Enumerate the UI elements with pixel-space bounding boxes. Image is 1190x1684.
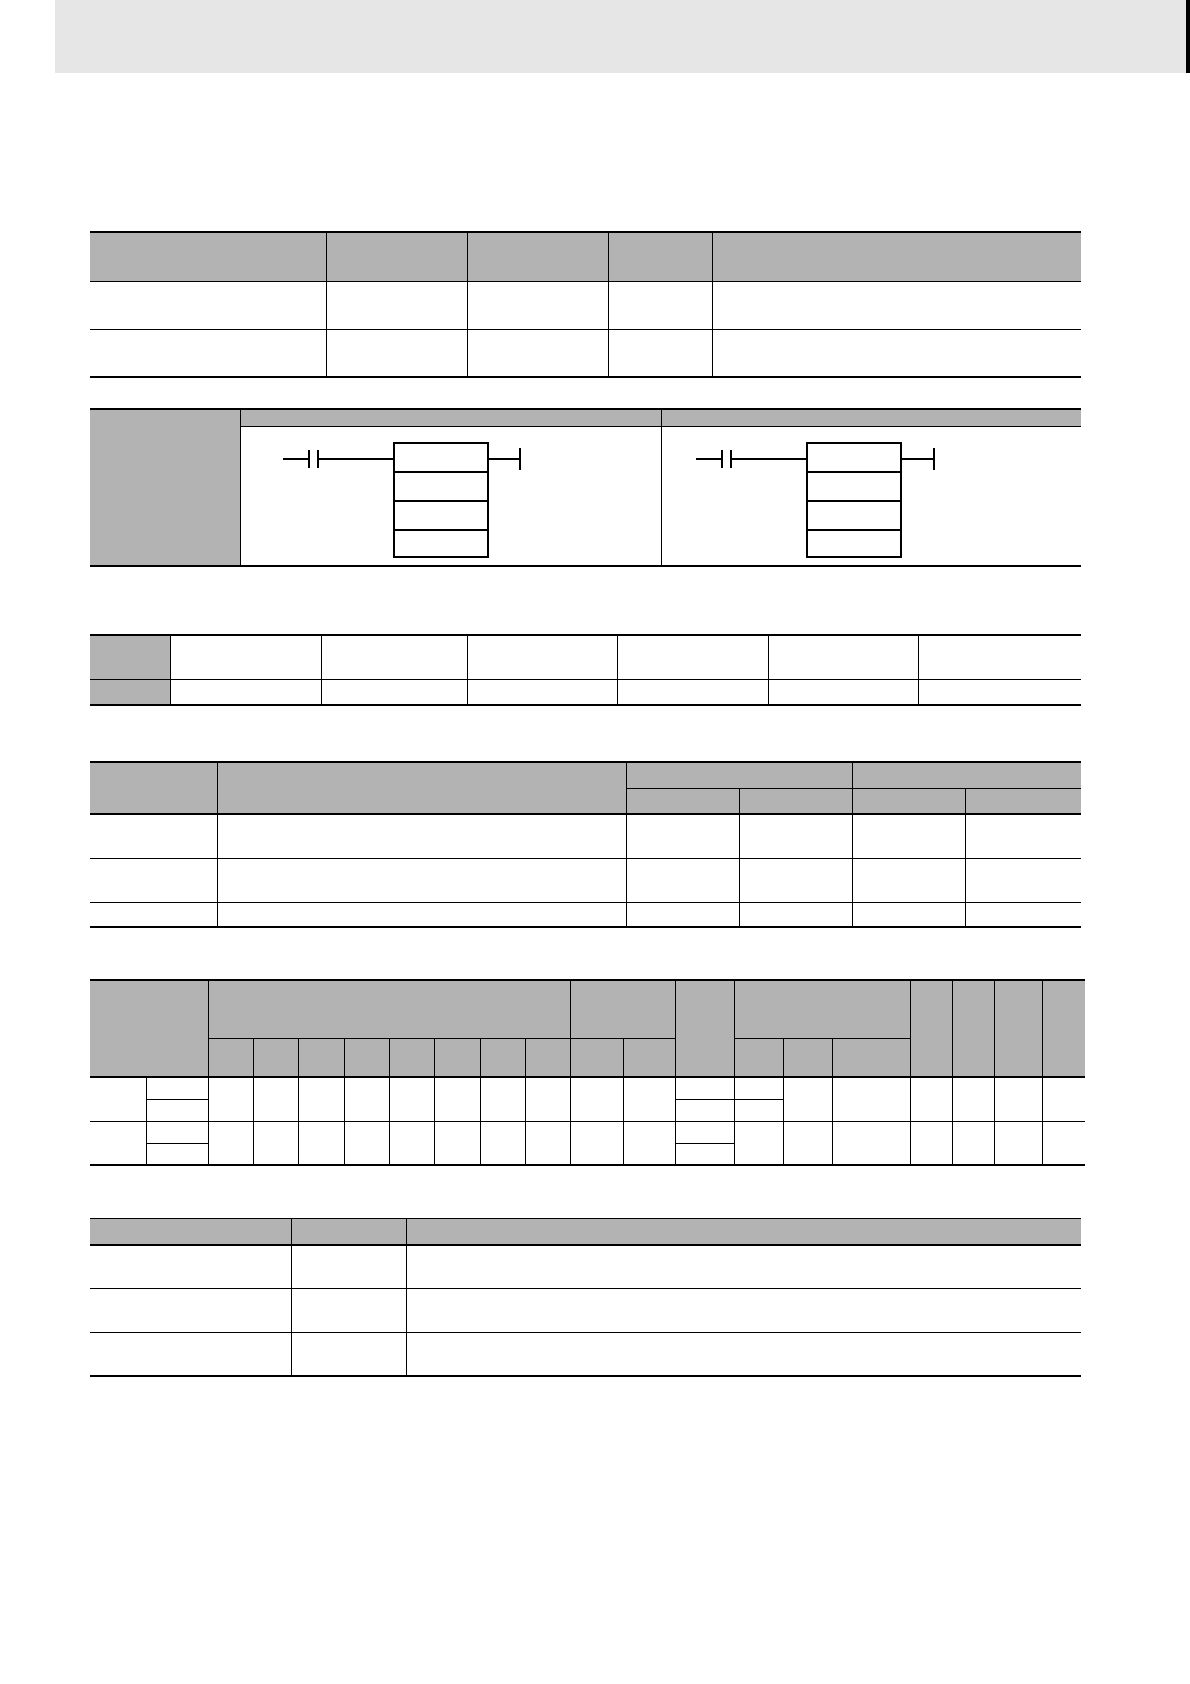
table-row [90,1077,1085,1099]
table-3-subcol [852,788,965,814]
table-row [90,679,1081,705]
table-row [90,814,1081,858]
table-4-subcol [344,1038,389,1077]
table-cell [146,1077,208,1099]
table-cell [626,858,739,902]
table-cell [712,281,1081,329]
table-cell [768,679,918,705]
table-cell [406,1333,1081,1376]
table-row [90,858,1081,902]
table-3-col [90,762,217,814]
table-row [90,1245,1081,1289]
table-row [90,281,1081,329]
table-5-col [291,1219,406,1245]
table-cell [291,1333,406,1376]
table-4-group [1042,980,1085,1077]
table-cell [90,329,326,377]
table-4-subcol [208,1038,253,1077]
table-3-col [217,762,626,814]
table-4 [90,979,1085,1166]
table-4-subcol [298,1038,344,1077]
table-cell [467,679,617,705]
table-row [90,1121,1085,1143]
table-cell [918,635,1081,679]
table-cell [739,902,852,927]
table-4-group [90,980,208,1077]
table-3-group [852,762,1081,788]
table-4-group [570,980,675,1038]
table-row [90,902,1081,927]
table-2-header [90,635,1081,679]
table-cell [712,329,1081,377]
page-edge-marker [1186,0,1190,73]
table-4-subcol [734,1038,783,1077]
table-cell [608,329,712,377]
table-cell [617,679,768,705]
table-cell [852,902,965,927]
table-cell [291,1245,406,1289]
table-cell [170,679,321,705]
table-4-subcol [570,1038,623,1077]
table-cell [739,814,852,858]
table-cell [617,635,768,679]
table-5-col [90,1219,291,1245]
table-cell [768,635,918,679]
table-1-col [326,232,467,281]
table-1-col [467,232,608,281]
ladder-right-title [662,408,1081,426]
table-4-group [734,980,910,1038]
table-cell [852,814,965,858]
table-cell [467,281,608,329]
table-cell [467,329,608,377]
ladder-diagram-block [90,408,1081,567]
table-1 [90,231,1081,378]
table-cell [852,858,965,902]
table-1-col [608,232,712,281]
table-4-subcol [434,1038,480,1077]
table-cell [90,902,217,927]
table-cell [965,902,1081,927]
table-cell [217,814,626,858]
table-cell [90,281,326,329]
table-row [90,1289,1081,1333]
table-cell [90,1121,146,1165]
table-cell [965,814,1081,858]
ladder-diagram-left [241,427,661,565]
table-cell [90,858,217,902]
table-cell [467,635,617,679]
table-cell [217,902,626,927]
table-cell [90,1333,291,1376]
table-cell [321,635,467,679]
page-header-band [55,0,1190,73]
table-4-subcol [389,1038,434,1077]
table-1-col [90,232,326,281]
table-cell [291,1289,406,1333]
table-cell [965,858,1081,902]
table-4-subcol [525,1038,570,1077]
table-row [90,1333,1081,1376]
table-cell [326,329,467,377]
table-4-group [675,980,734,1077]
table-3-subcol [626,788,739,814]
table-cell [626,902,739,927]
table-4-group [910,980,952,1077]
table-4-group [994,980,1042,1077]
table-cell [739,858,852,902]
table-4-subcol [832,1038,910,1077]
table-4-group [952,980,994,1077]
table-cell [406,1245,1081,1289]
table-3 [90,761,1081,928]
table-cell [90,1077,146,1121]
table-cell [90,814,217,858]
table-5-header [90,1219,1081,1245]
table-3-subcol [965,788,1081,814]
table-1-header [90,232,1081,281]
table-cell [326,281,467,329]
table-row [90,329,1081,377]
table-cell [90,635,170,679]
table-4-subcol [480,1038,525,1077]
table-5-col [406,1219,1081,1245]
ladder-left-title [240,408,661,426]
table-3-group [626,762,852,788]
ladder-side-label [90,408,240,565]
table-2 [90,634,1081,706]
table-cell [626,814,739,858]
table-cell [170,635,321,679]
table-1-col [712,232,1081,281]
table-cell [217,858,626,902]
table-cell [90,1289,291,1333]
table-4-subcol [253,1038,298,1077]
table-cell [90,679,170,705]
table-cell [918,679,1081,705]
table-cell [146,1121,208,1143]
table-cell [406,1289,1081,1333]
table-cell [90,1245,291,1289]
table-5 [90,1218,1081,1377]
table-4-subcol [783,1038,832,1077]
table-4-group [208,980,570,1038]
table-3-subcol [739,788,852,814]
table-cell [608,281,712,329]
table-cell [321,679,467,705]
table-4-subcol [623,1038,675,1077]
ladder-diagram-right [662,427,1081,565]
